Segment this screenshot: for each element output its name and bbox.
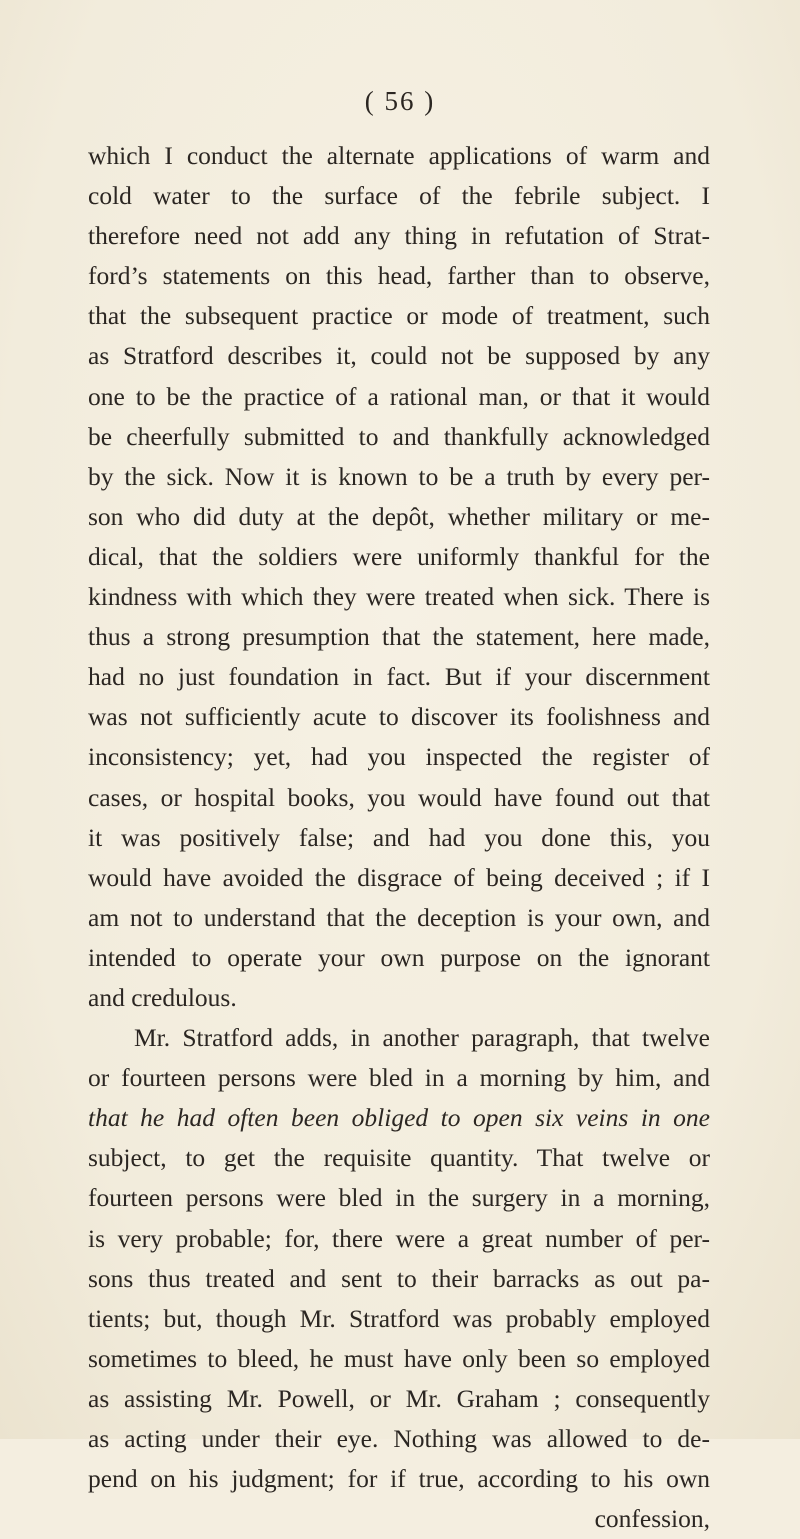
text-line: son who did duty at the depôt, whether military or me- [88, 501, 710, 531]
text-line: had no just foundation in fact. But if your discernment [88, 662, 710, 692]
text-line: as Stratford describes it, could not be supposed by any [88, 341, 710, 371]
text-line: tients; but, though Mr. Stratford was probably employed [88, 1303, 710, 1333]
text-line: sometimes to bleed, he must have only been so employed [88, 1343, 710, 1373]
text-line: ford’s statements on this head, farther than to observe, [88, 261, 710, 291]
text-line: sons thus treated and sent to their barracks as out pa- [88, 1263, 710, 1293]
text-line: cold water to the surface of the febrile subject. I [88, 181, 710, 211]
text-line: kindness with which they were treated when sick. There is [88, 582, 710, 612]
text-line: by the sick. Now it is known to be a truth by every per- [88, 461, 710, 491]
text-line: that the subsequent practice or mode of treatment, such [88, 301, 710, 331]
text-line: is very probable; for, there were a great number of per- [88, 1223, 710, 1253]
text-segment: or fourteen persons were bled in a morning by him, and [88, 1063, 710, 1093]
paragraph-end-line: and credulous. [88, 982, 237, 1012]
text-line: Mr. Stratford adds, in another paragraph, that twelve [134, 1023, 710, 1053]
text-line: which I conduct the alternate applications of warm and [88, 141, 710, 170]
text-line: cases, or hospital books, you would have found out that [88, 782, 710, 812]
text-line: it was positively false; and had you done this, you [88, 822, 710, 852]
text-line: one to be the practice of a rational man, or that it would [88, 381, 710, 411]
text-line: subject, to get the requisite quantity. That twelve or [88, 1143, 710, 1173]
text-line: was not sufficiently acute to discover its foolishness and [88, 702, 710, 732]
text-line: as acting under their eye. Nothing was allowed to de- [88, 1424, 710, 1453]
text-line: am not to understand that the deception is your own, and [88, 902, 710, 932]
text-line: that he had often been obliged to open six veins in one [88, 1103, 710, 1133]
text-line: pend on his judgment; for if true, according to his own [88, 1464, 710, 1494]
body-text [88, 136, 710, 1539]
text-line [88, 1058, 710, 1098]
text-line: intended to operate your own purpose on the ignorant [88, 942, 710, 972]
text-line: dical, that the soldiers were uniformly thankful for the [88, 541, 710, 571]
catchword: confession, [594, 1504, 710, 1534]
text-line: fourteen persons were bled in the surgery in a morning, [88, 1183, 710, 1213]
page-number: ( 56 ) [364, 86, 436, 116]
text-line: be cheerfully submitted to and thankfully acknowledged [88, 421, 710, 451]
text-line: inconsistency; yet, had you inspected the register of [88, 742, 710, 772]
text-line: therefore need not add any thing in refutation of Strat- [88, 221, 710, 251]
text-line: would have avoided the disgrace of being deceived ; if I [88, 862, 710, 892]
text-line: as assisting Mr. Powell, or Mr. Graham ; consequently [88, 1383, 710, 1413]
text-line: thus a strong presumption that the statement, here made, [88, 622, 710, 652]
